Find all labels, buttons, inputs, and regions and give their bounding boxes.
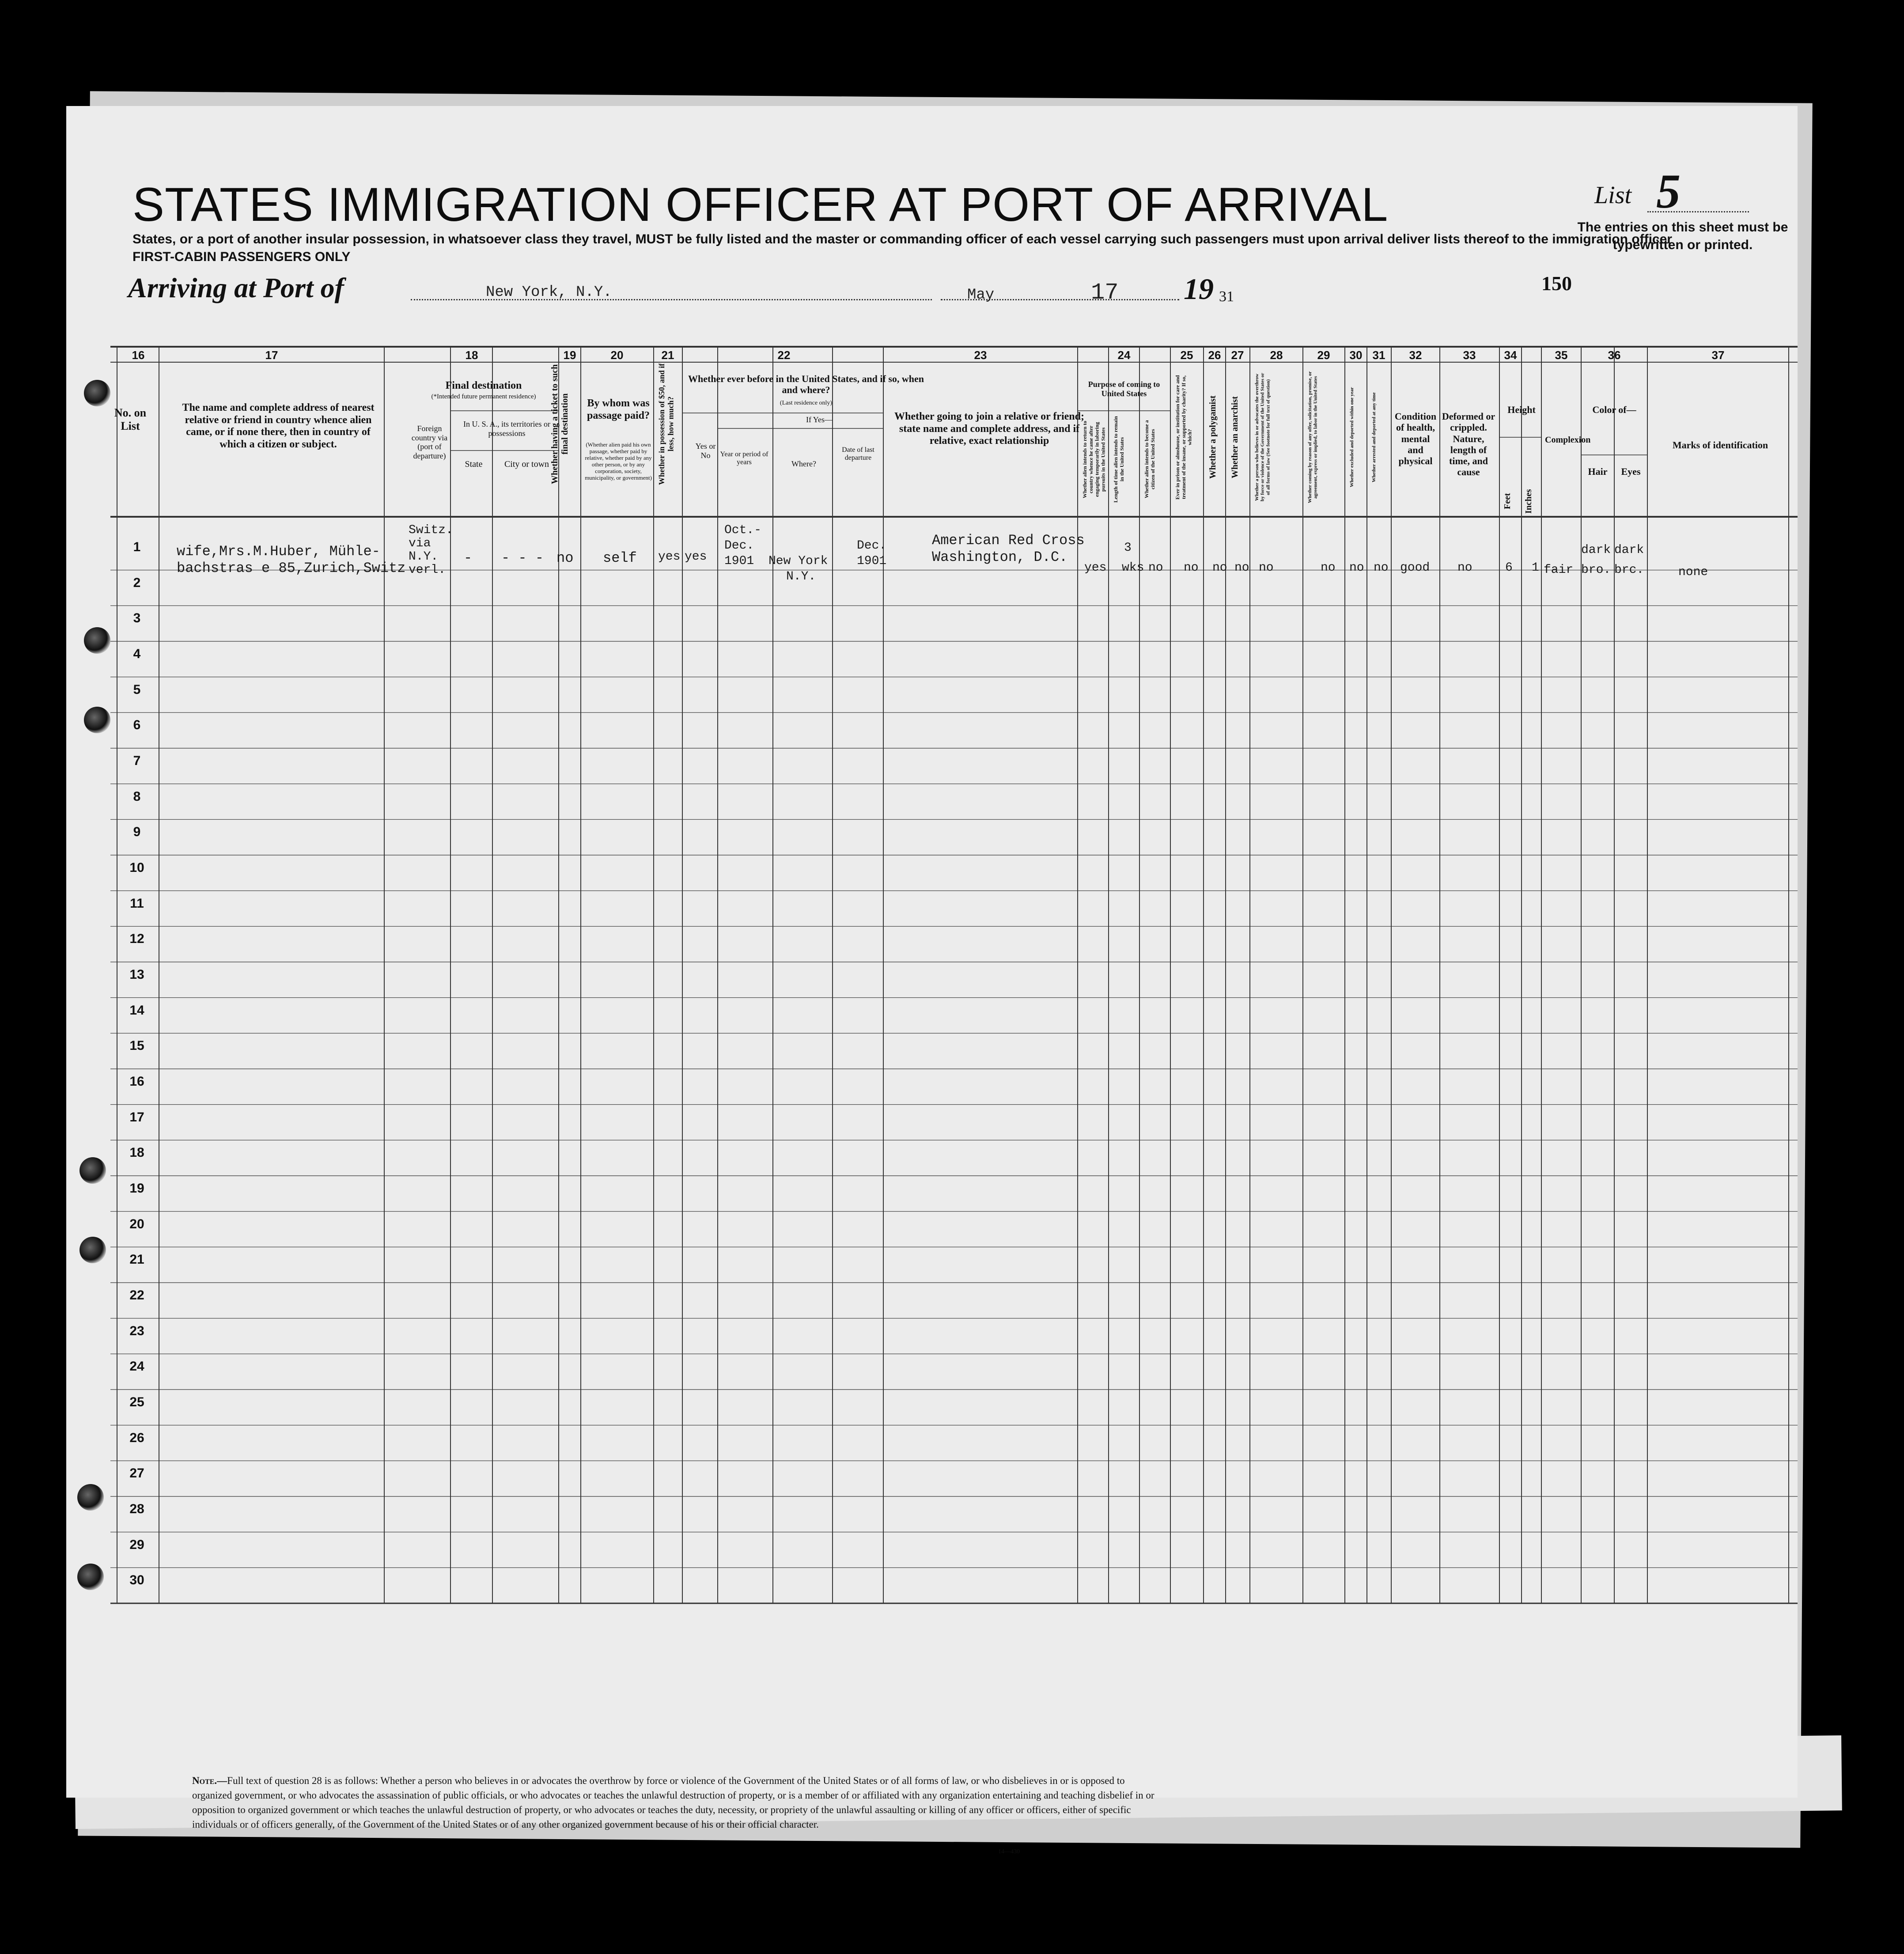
where-line-2: N.Y.	[786, 570, 816, 583]
form-number: 14—430	[998, 1848, 1020, 1855]
row-number: 14	[129, 1003, 144, 1018]
where-line-1: New York	[768, 554, 828, 568]
binder-hole	[77, 1564, 104, 1590]
row-number: 2	[133, 575, 141, 590]
foreign-line-4: verl.	[409, 563, 446, 577]
city-value: - - -	[501, 550, 544, 566]
relative-line-1: wife,Mrs.M.Huber, Mühle-	[177, 543, 380, 560]
header-city: City or town	[504, 459, 549, 469]
entries-note: The entries on this sheet must be typewritten or printed.	[1577, 220, 1788, 252]
header-deformed: Deformed or crippled. Nature, length of time, and cause	[1442, 411, 1495, 478]
purpose-c-value: no	[1148, 561, 1163, 575]
header-ticket: Whether having a ticket to such final destination	[550, 364, 570, 484]
header-color-of: Color of—	[1592, 404, 1636, 415]
row-number: 20	[129, 1216, 144, 1231]
inches-value: 1	[1532, 561, 1539, 575]
arrival-year-suffix: 31	[1219, 288, 1234, 305]
binder-hole	[84, 707, 110, 733]
ever-before-value: yes	[685, 550, 707, 564]
column-number: 25	[1180, 348, 1193, 362]
column-number: 35	[1555, 348, 1568, 362]
column-number: 23	[974, 348, 987, 362]
header-polygamist: Whether a polygamist	[1208, 395, 1218, 479]
q30-value: no	[1349, 561, 1364, 575]
foreign-line-1: Switz.	[409, 523, 453, 537]
purpose-b-line-1: 3	[1124, 541, 1132, 555]
instructions-line: States, or a port of another insular possession, in whatsoever class they travel, MUST be fully listed and the master or commanding officer of each vessel carrying such passengers must upon arrival deliver lists thereof to the immigration officer	[132, 232, 1672, 246]
relative-line-2: bachstras e 85,Zurich,Switz	[177, 560, 406, 576]
header-passage-paid: By whom was passage paid?	[587, 398, 650, 421]
arrival-day: 17	[1091, 280, 1119, 306]
header-q29: Whether coming by reason of any offer, solicitation, promise, or agreement, express or implied, to labor in the United States	[1307, 371, 1318, 504]
q29-value: no	[1321, 561, 1336, 575]
footnote-label: Note.—	[192, 1775, 227, 1786]
join-line-2: Washington, D.C.	[932, 549, 1068, 565]
binder-hole	[79, 1157, 106, 1184]
column-number: 16	[132, 348, 145, 362]
deformed-value: no	[1457, 561, 1472, 575]
row-number: 4	[133, 647, 141, 662]
departure-line-2: 1901	[857, 554, 887, 568]
header-prison: Ever in prison or almshouse, or institution for care and treatment of the insane, or supported by charity? If so, which?	[1174, 375, 1193, 500]
column-number: 32	[1409, 348, 1422, 362]
year-line-2: Dec.	[724, 539, 754, 553]
footnote	[192, 1773, 1155, 1832]
header-where: Where?	[791, 459, 816, 468]
year-line-3: 1901	[724, 554, 754, 568]
column-number: 37	[1711, 348, 1725, 362]
binder-hole	[79, 1237, 106, 1263]
purpose-b-line-2: wks	[1122, 561, 1144, 575]
row-number: 10	[129, 860, 144, 875]
header-year-period: Year or period of years	[720, 451, 768, 466]
eyes-line-2: brc.	[1614, 563, 1644, 577]
row-number: 26	[129, 1430, 144, 1445]
sheet-number: 150	[1541, 272, 1572, 295]
column-number: 33	[1463, 348, 1476, 362]
row-number: 12	[129, 932, 144, 947]
row-number: 8	[133, 789, 141, 804]
header-yes-or-no: Yes or No	[695, 442, 716, 460]
column-number: 28	[1270, 348, 1283, 362]
row-number: 30	[129, 1573, 144, 1588]
row-number: 5	[133, 682, 141, 697]
departure-line-1: Dec.	[857, 539, 887, 553]
hair-line-2: bro.	[1581, 563, 1611, 577]
column-number: 22	[777, 348, 791, 362]
foreign-line-2: via	[409, 537, 431, 550]
row-number: 22	[129, 1288, 144, 1303]
header-q28: Whether a person who believes in or advocates the overthrow by force or violence of the Government of the United States or of all forms of law (See footnote for full text of question)	[1254, 373, 1271, 502]
state-value: -	[464, 550, 473, 566]
anarchist-value: no	[1234, 561, 1249, 575]
list-label: List	[1594, 182, 1632, 209]
row-number: 23	[129, 1323, 144, 1338]
header-eyes: Eyes	[1621, 466, 1641, 477]
row-number: 16	[129, 1074, 144, 1089]
binder-hole	[84, 380, 110, 406]
cabin-line: FIRST-CABIN PASSENGERS ONLY	[132, 250, 351, 264]
polygamist-value: no	[1212, 561, 1227, 575]
header-purpose: Purpose of coming to United States	[1088, 380, 1160, 398]
q31-value: no	[1374, 561, 1389, 575]
column-number: 31	[1372, 348, 1385, 362]
header-state: State	[465, 459, 483, 469]
header-in-usa: In U. S. A., its territories or possessions	[463, 420, 550, 438]
row-number: 17	[129, 1110, 144, 1125]
column-number: 24	[1117, 348, 1131, 362]
header-ever-before: Whether ever before in the United States, and if so, when and where?	[688, 373, 924, 396]
column-number: 30	[1349, 348, 1363, 362]
binder-hole	[77, 1484, 104, 1511]
header-fifty-dollars: Whether in possession of $50, and if less, how much?	[657, 363, 675, 485]
eyes-line-1: dark	[1614, 543, 1644, 557]
header-height: Height	[1507, 404, 1536, 415]
prison-value: no	[1184, 561, 1199, 575]
header-inches: Inches	[1524, 489, 1533, 514]
health-value: good	[1400, 561, 1430, 575]
header-marks: Marks of identification	[1672, 439, 1768, 451]
column-number: 36	[1608, 348, 1621, 362]
header-join-relative: Whether going to join a relative or friend; state name and complete address, and if relative, exact relationship	[894, 411, 1084, 447]
row-number: 13	[129, 967, 144, 982]
column-number: 34	[1504, 348, 1517, 362]
header-anarchist: Whether an anarchist	[1230, 396, 1240, 478]
arrival-month: May	[967, 287, 995, 303]
row-number: 9	[133, 825, 141, 840]
header-health: Condition of health, mental and physical	[1394, 411, 1437, 467]
header-no-on-list: No. on List	[114, 406, 147, 432]
header-relative-abroad: The name and complete address of nearest relative or friend in country whence alien came, or if none there, then in country of which a citizen or subject.	[182, 402, 375, 450]
row-number: 18	[129, 1145, 144, 1160]
page-title: STATES IMMIGRATION OFFICER AT PORT OF ARRIVAL	[132, 178, 1389, 231]
header-q31: Whether arrested and deported at any time	[1371, 392, 1377, 482]
column-number: 26	[1208, 348, 1221, 362]
column-number: 27	[1231, 348, 1244, 362]
footnote-text: Full text of question 28 is as follows: Whether a person who believes in or advocates the overthrow by force or violence of the Government of the United States or of all forms of law, or who disbelieves in or is opposed to organized government, or who advocates the assassination of public officials, or who advocates or teaches the unlawful destruction of property, or is a member of or affiliated with any organization entertaining and teaching disbelief in or opposition to organized government or which teaches the unlawful destruction of property, or who advocates or teaches the duty, necessity, or propriety of the unlawful assaulting or killing of any officer or officers, either of specific individuals or of officers generally, of the Government of the United States or of any other organized government because of his or their official character.	[192, 1775, 1155, 1830]
header-q30: Whether excluded and deported within one year	[1349, 387, 1355, 488]
header-purpose-b: Length of time alien intends to remain in the United States	[1113, 416, 1125, 503]
row-number: 6	[133, 718, 141, 733]
column-number: 29	[1317, 348, 1330, 362]
complexion-value: fair	[1544, 563, 1574, 577]
feet-value: 6	[1505, 561, 1513, 575]
row-number: 7	[133, 754, 141, 769]
foreign-line-3: N.Y.	[409, 550, 439, 564]
header-foreign-country: Foreign country via (port of departure)	[411, 424, 448, 461]
row-number: 21	[129, 1252, 144, 1267]
column-number: 19	[563, 348, 576, 362]
row-number: 27	[129, 1466, 144, 1481]
row-number: 1	[133, 540, 141, 555]
header-purpose-a: Whether alien intends to return to country whence he came after engaging temporarily in laboring pursuits in the United States	[1082, 420, 1106, 498]
header-last-residence: (Last residence only)	[780, 400, 833, 406]
row-number: 28	[129, 1502, 144, 1517]
header-purpose-c: Whether alien intends to become a citizen of the United States	[1143, 420, 1156, 499]
year-line-1: Oct.-	[724, 523, 762, 537]
row-number: 3	[133, 611, 141, 626]
ticket-value: no	[556, 550, 574, 566]
purpose-a-value: yes	[1084, 561, 1107, 575]
hair-line-1: dark	[1581, 543, 1611, 557]
header-final-destination-note: (*Intended future permanent residence)	[431, 393, 536, 400]
arrival-port: New York, N.Y.	[486, 284, 612, 301]
arrival-label: Arriving at Port of	[128, 272, 344, 303]
column-number: 21	[661, 348, 674, 362]
row-number: 29	[129, 1537, 144, 1552]
fifty-value: yes	[658, 550, 681, 564]
join-line-1: American Red Cross	[932, 532, 1085, 549]
header-hair: Hair	[1588, 466, 1608, 477]
header-complexion: Complexion	[1545, 435, 1591, 445]
row-number: 25	[129, 1395, 144, 1410]
header-final-destination: Final destination	[445, 380, 522, 391]
arrival-year-prefix: 19	[1184, 272, 1214, 306]
row-number: 24	[129, 1359, 144, 1374]
row-number: 19	[129, 1181, 144, 1196]
column-number: 18	[465, 348, 478, 362]
header-feet: Feet	[1503, 493, 1512, 510]
column-number: 17	[265, 348, 278, 362]
row-number: 11	[130, 896, 144, 911]
header-if-yes: If Yes—	[806, 415, 833, 424]
binder-hole	[84, 627, 110, 654]
marks-value: none	[1678, 565, 1708, 579]
table-grid	[66, 106, 1798, 1798]
header-date-departure: Date of last departure	[842, 446, 874, 462]
passage-value: self	[603, 550, 637, 566]
column-number: 20	[610, 348, 624, 362]
header-passage-note: (Whether alien paid his own passage, whether paid by relative, whether paid by any other person, or by any corporation, society, municipality, or government)	[585, 441, 652, 481]
manifest-sheet	[66, 106, 1798, 1855]
q28-value: no	[1259, 561, 1274, 575]
row-number: 15	[129, 1038, 144, 1053]
list-number: 5	[1656, 164, 1681, 218]
